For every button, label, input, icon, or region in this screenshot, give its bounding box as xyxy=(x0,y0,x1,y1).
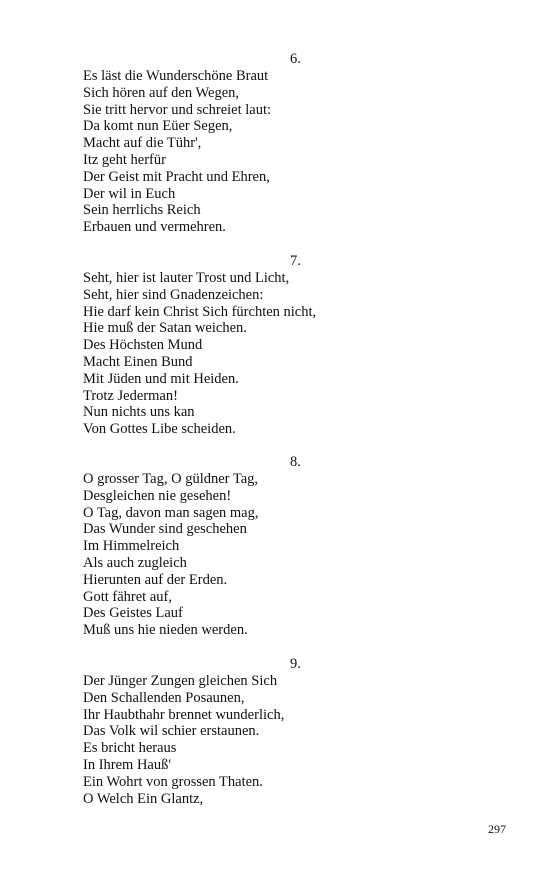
verse-line: Das Wunder sind geschehen xyxy=(83,521,247,538)
verse-line: Der Jünger Zungen gleichen Sich xyxy=(83,673,278,689)
verse-line: Sie tritt hervor und schreiet laut: xyxy=(83,101,272,118)
verse-line: In Ihrem Hauß' xyxy=(83,756,171,773)
verse-line: Das Volk wil schier erstaunen. xyxy=(83,723,260,740)
verse-line: Itz geht herfür xyxy=(83,151,166,168)
stanza-lines xyxy=(83,68,271,236)
verse-line: Von Gottes Libe scheiden. xyxy=(83,421,236,438)
verse-line: Desgleichen nie gesehen! xyxy=(83,487,232,504)
verse-line: Sein herrlichs Reich xyxy=(83,202,201,219)
verse-line: Des Höchsten Mund xyxy=(83,337,203,354)
stanza-number: 6. xyxy=(290,51,301,67)
verse-line: Erbauen und vermehren. xyxy=(83,219,226,236)
verse-line: Seht, hier ist lauter Trost und Licht, xyxy=(83,270,290,286)
stanza-number: 7. xyxy=(290,253,301,269)
verse-line: Nun nichts uns kan xyxy=(83,404,195,421)
verse-line: Sich hören auf den Wegen, xyxy=(83,84,240,101)
verse-line: Ihr Haubthahr brennet wunderlich, xyxy=(83,706,285,723)
stanza-number: 8. xyxy=(290,454,301,470)
verse-line: Hie muß der Satan weichen. xyxy=(83,320,247,337)
page-number: 297 xyxy=(488,822,506,836)
verse-line: Macht Einen Bund xyxy=(83,353,193,370)
verse-line: Im Himmelreich xyxy=(83,538,180,555)
verse-line: Als auch zugleich xyxy=(83,554,187,571)
verse-line: Macht auf die Tühr', xyxy=(83,135,202,152)
stanza-lines xyxy=(83,270,316,438)
verse-line: Da komt nun Eüer Segen, xyxy=(83,118,233,135)
stanza-lines xyxy=(83,673,284,807)
verse-line: Seht, hier sind Gnadenzeichen: xyxy=(83,286,264,303)
verse-line: Es läst die Wunderschöne Braut xyxy=(83,68,269,84)
stanza-lines xyxy=(83,471,259,639)
verse-line: Den Schallenden Posaunen, xyxy=(83,689,245,706)
verse-line: Der wil in Euch xyxy=(83,185,176,202)
verse-line: Ein Wohrt von grossen Thaten. xyxy=(83,773,263,790)
verse-line: Trotz Jederman! xyxy=(83,387,178,404)
verse-line: Mit Jüden und mit Heiden. xyxy=(83,370,239,387)
stanza-number: 9. xyxy=(290,656,301,672)
verse-line: O grosser Tag, O güldner Tag, xyxy=(83,471,259,487)
verse-line: O Welch Ein Glantz, xyxy=(83,790,204,807)
verse-line: Des Geistes Lauf xyxy=(83,605,183,622)
verse-line: Muß uns hie nieden werden. xyxy=(83,622,248,639)
verse-line: Es bricht heraus xyxy=(83,740,177,757)
verse-line: Hie darf kein Christ Sich fürchten nicht, xyxy=(83,303,317,320)
verse-line: Hierunten auf der Erden. xyxy=(83,571,228,588)
verse-line: Gott fähret auf, xyxy=(83,588,172,605)
verse-line: Der Geist mit Pracht und Ehren, xyxy=(83,168,270,185)
verse-line: O Tag, davon man sagen mag, xyxy=(83,504,259,521)
